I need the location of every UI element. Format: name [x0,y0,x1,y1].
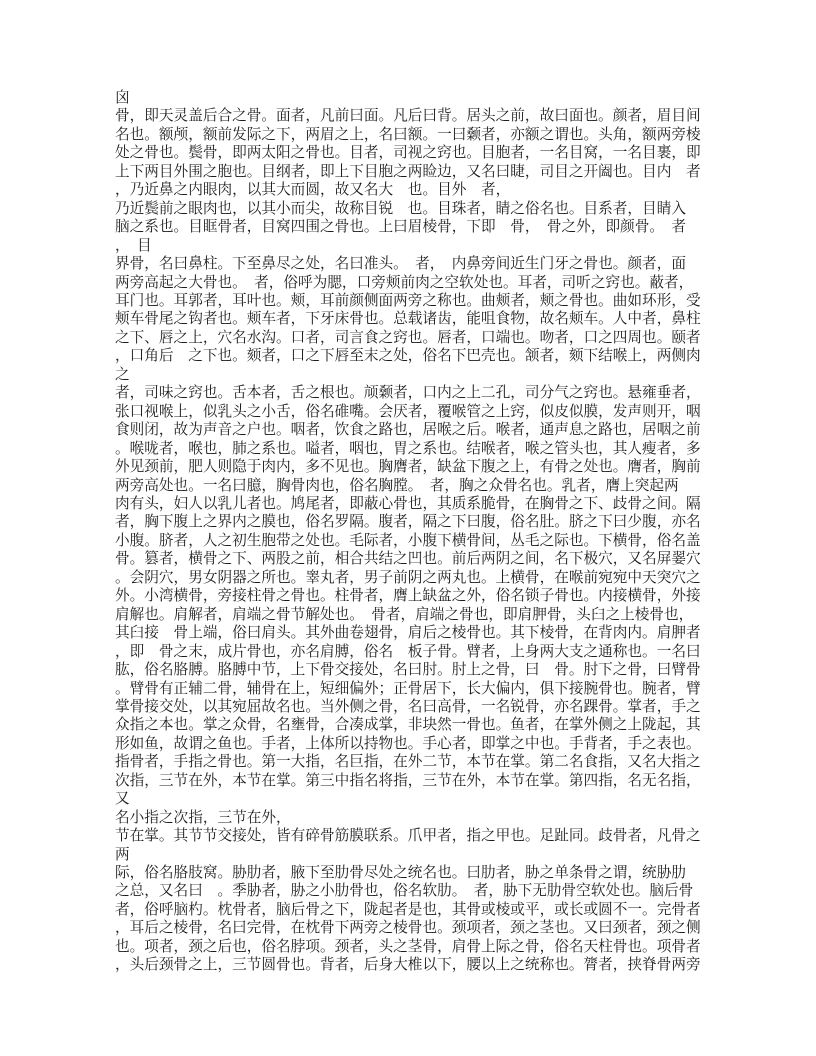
text-line: 外。小湾横骨，旁接柱骨之骨也。柱骨者，膺上缺盆之外，俗名锁子骨也。内接横骨，外接 [115,588,701,605]
text-line: 际，俗名胳肢窝。胁肋者，腋下至肋骨尽处之统名也。曰肋者，胁之单条骨之谓，统胁肋 [115,865,686,882]
text-line: 小腹。脐者，人之初生胞带之处也。毛际者，小腹下横骨间，丛毛之际也。下横骨，俗名盖 [115,532,701,549]
text-line: ， 目 [115,237,152,254]
text-line: 名小指之次指，三节在外， [115,809,291,826]
text-line: 之下、唇之上，穴名水沟。口者，司言食之窍也。唇者，口端也。吻者，口之四周也。颐者 [115,329,701,346]
text-line: ，耳后之棱骨，名曰完骨，在枕骨下两旁之棱骨也。颈项者，颈之茎也。又曰颈者，颈之侧 [115,920,701,937]
text-line: ，即 骨之末，成片骨也，亦名肩膊，俗名 板子骨。臂者，上身两大支之通称也。一名曰 [115,643,701,660]
text-line: 肩解也。肩解者，肩端之骨节解处也。 骨者，肩端之骨也，即肩胛骨，头臼之上棱骨也， [115,606,694,623]
text-line: 乃近鬓前之眼肉也，以其小而尖，故称目锐 也。目珠者，睛之俗名也。目系者，目睛入 [115,200,686,217]
text-line: 脑之系也。目眶骨者，目窝四围之骨也。上曰眉棱骨，下即 骨， 骨之外，即颜骨。 者 [115,219,686,236]
text-line: 耳门也。耳郭者，耳叶也。颊，耳前颜侧面两旁之称也。曲颊者，颊之骨也。曲如环形，受 [115,292,701,309]
text-line: 之 [115,366,130,383]
text-line: 囟 [115,90,130,106]
text-line: 上下两目外围之胞也。目纲者，即上下目胞之两睑边，又名曰睫，司目之开阖也。目内 者 [115,163,701,180]
text-line: 两旁高处也。一名曰臆，胸骨肉也，俗名胸膛。 者，胸之众骨名也。乳者，膺上突起两 [115,477,679,494]
text-line: 之总，又名曰 。季胁者，胁之小肋骨也，俗名软肋。 者，胁下无肋骨空软处也。脑后骨 [115,883,694,900]
text-line: 骨，即天灵盖后合之骨。面者，凡前曰面。凡后曰背。居头之前，故曰面也。颜者，眉目间 [115,108,701,125]
text-line: 肱，俗名胳膊。胳膊中节，上下骨交接处，名曰肘。肘上之骨，曰 骨。肘下之骨，曰臂骨 [115,662,701,679]
text-line: 界骨，名曰鼻柱。下至鼻尽之处，名曰准头。 者， 内鼻旁间近生门牙之骨也。颜者，面 [115,256,686,273]
text-line: 次指，三节在外，本节在掌。第三中指名将指，三节在外，本节在掌。第四指，名无名指，又 [115,772,701,808]
text-line: 。喉咙者，喉也，肺之系也。嗌者，咽也，胃之系也。结喉者，喉之管头也，其人瘦者，多 [115,440,701,457]
text-line: 。会阴穴，男女阴器之所也。睾丸者，男子前阴之两丸也。上横骨，在喉前宛宛中天突穴之 [115,569,701,586]
text-line: ，乃近鼻之内眼肉，以其大而圆，故又名大 也。目外 者， [115,182,511,199]
text-line: 掌骨接交处，以其宛屈故名也。当外侧之骨，名曰高骨，一名锐骨，亦名踝骨。掌者，手之 [115,698,701,715]
text-line: 众指之本也。掌之众骨，名壅骨，合凑成掌，非块然一骨也。鱼者，在掌外侧之上陇起，其 [115,717,701,734]
text-line: 骨。篡者，横骨之下、两股之前，相合共结之凹也。前后两阴之间，名下极穴，又名屏翣穴 [115,551,701,568]
text-line: 也。项者，颈之后也，俗名脖项。颈者，头之茎骨，肩骨上际之骨，俗名天柱骨也。项骨者 [115,938,701,955]
text-line: 张口视喉上，似乳头之小舌，俗名碓嘴。会厌者，覆喉管之上窍，似皮似膜，发声则开，咽 [115,403,701,420]
text-line: 者，司味之窍也。舌本者，舌之根也。颃颡者，口内之上二孔，司分气之窍也。悬雍垂者， [115,385,701,402]
text-line: 两 [115,846,130,863]
text-line: 外见颈前，肥人则隐于肉内，多不见也。胸膺者，缺盆下腹之上，有骨之处也。膺者，胸前 [115,459,701,476]
text-line: 其臼接 骨上端，俗曰肩头。其外曲卷翅骨，肩后之棱骨也。其下棱骨，在背肉内。肩胛者 [115,625,701,642]
text-line: 形如鱼，故谓之鱼也。手者，上体所以持物也。手心者，即掌之中也。手背者，手之表也。 [115,735,701,752]
text-line: 名也。额颅，额前发际之下，两眉之上，名曰额。一曰颡者，亦额之谓也。头角，额两旁棱 [115,126,701,143]
text-line: ，头后颈骨之上，三节圆骨也。背者，后身大椎以下，腰以上之统称也。膂者，挟脊骨两旁 [115,957,701,974]
text-line: 肉有头，妇人以乳儿者也。鸠尾者，即蔽心骨也，其质系脆骨，在胸骨之下、歧骨之间。隔 [115,495,701,512]
text-line: 食则闭，故为声音之户也。咽者，饮食之路也，居喉之后。喉者，通声息之路也，居咽之前 [115,422,701,439]
text-line: 两旁高起之大骨也。 者，俗呼为腮，口旁颊前肉之空软处也。耳者，司听之窍也。蔽者， [115,274,694,291]
text-line: 指骨者，手指之骨也。第一大指，名巨指，在外二节，本节在掌。第二名食指，又名大指之 [115,754,701,771]
text-line: ，口角后 之下也。颏者，口之下唇至末之处，俗名下巴壳也。颔者，颏下结喉上，两侧肉 [115,348,701,365]
body-text [115,89,707,975]
text-line: 者，胸下腹上之界内之膜也，俗名罗隔。腹者，隔之下曰腹，俗名肚。脐之下曰少腹，亦名 [115,514,701,531]
text-line: 。臂骨有正辅二骨，辅骨在上，短细偏外；正骨居下，长大偏内，俱下接腕骨也。腕者，臂 [115,680,701,697]
text-line: 处之骨也。鬓骨，即两太阳之骨也。目者，司视之窍也。目胞者，一名目窝，一名目裹，即 [115,145,701,162]
text-line: 节在掌。其节节交接处，皆有碎骨筋膜联系。爪甲者，指之甲也。足趾同。歧骨者，凡骨之 [115,828,701,845]
text-line: 者，俗呼脑杓。枕骨者，脑后骨之下，陇起者是也，其骨或棱或平，或长或圆不一。完骨者 [115,901,701,918]
text-line: 颊车骨尾之钩者也。颊车者，下牙床骨也。总载诸齿，能咀食物，故名颊车。人中者，鼻柱 [115,311,701,328]
